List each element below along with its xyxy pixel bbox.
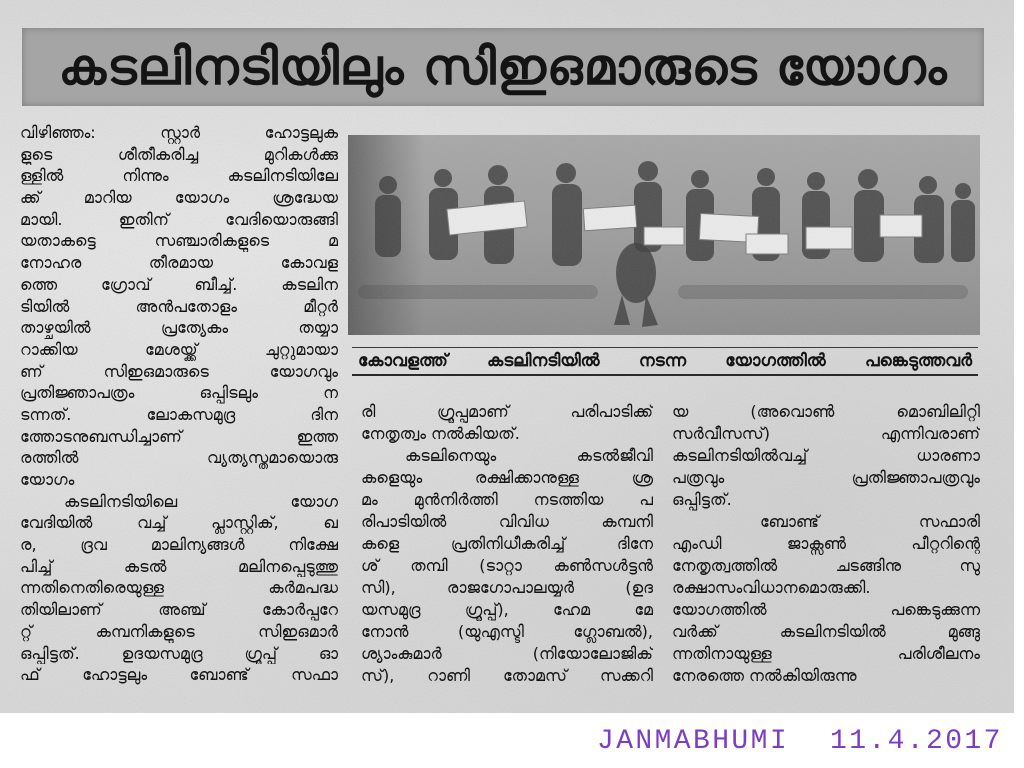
article-line: ശ്യാംകുമാർ (നിയോലോജിക് [361, 644, 653, 663]
article-line: ളുടെ ശീതീകരിച്ച മുറികൾക്കു [20, 144, 338, 164]
article-line: ശ് തമ്പി (ടാറ്റാ കൺസൾട്ടൻ [361, 556, 653, 575]
article-line: സർവീസസ്) എന്നിവരാണ് [672, 424, 980, 443]
article-line: വേദിയിൽ വച്ച് പ്ലാസ്റ്റിക്, ഖ [20, 513, 338, 533]
article-line: യോഗം [20, 470, 75, 489]
article-line: സി), രാജഗോപാലയ്യർ (ഉദ [361, 578, 653, 597]
article-line: ഒപ്പിട്ടത്. ഉദയസമുദ്ര ഗ്രൂപ്പ് ഓ [20, 643, 338, 663]
article-line: വർക്ക് കടലിനടിയിൽ മുങ്ങു [672, 622, 980, 641]
article-line: ക്ക് മാറിയ യോഗം ശ്രദ്ധേയ [20, 188, 338, 208]
article-line: ന്നതിനെതിരെയുള്ള കർമപദ്ധ [20, 578, 338, 598]
article-line: നേതൃത്വത്തിൽ ചടങ്ങിനു സു [672, 556, 980, 575]
publication-name: JANMABHUMI [597, 726, 790, 757]
article-line: റാക്കിയ മേശയ്ക്ക് ചുറ്റുമായാ [20, 339, 338, 359]
article-line: യോഗത്തിൽ പങ്കെടുക്കുന്ന [672, 600, 980, 619]
article-line: മം മുൻനിർത്തി നടത്തിയ പ [361, 490, 653, 509]
article-line: രക്ഷാസംവിധാനമൊരുക്കി. [672, 578, 871, 597]
article-line: ണ് സിഇഒമാരുടെ യോഗവും [20, 361, 338, 381]
article-line: രത്തിൽ വ്യത്യസ്തമായൊരു [20, 448, 338, 468]
article-line: നോഹര തീരമായ കോവള [20, 253, 338, 273]
article-line: ബോണ്ട് സഫാരി [760, 512, 980, 531]
article-line: വിഴിഞ്ഞം: സ്റ്റാർ ഹോട്ടലുക [20, 123, 338, 142]
photo-caption: കോവളത്ത് കടലിനടിയിൽ നടന്ന യോഗത്തിൽ പങ്കെടുത്തവർ [352, 347, 978, 376]
publication-date: 11.4.2017 [830, 726, 1003, 757]
article-column-2 [361, 401, 653, 687]
article-line: താഴ്ചയിൽ പ്രത്യേകം തയ്യാ [20, 318, 338, 338]
article-line: യതാകട്ടെ സഞ്ചാരികളുടെ മ [20, 231, 338, 251]
article-line: സ്), റാണി തോമസ് സക്കറി [361, 666, 653, 685]
article-line: ന്നതിനായുള്ള പരിശീലനം [672, 644, 980, 663]
article-line: നേതൃത്വം നൽകിയത്. [361, 424, 520, 443]
article-line: ഫ് ഹോട്ടലും ബോണ്ട് സഫാ [20, 665, 338, 685]
article-line: ള്ളിൽ നിന്നും കടലിനടിയിലേ [20, 166, 338, 186]
article-line: ഒപ്പിട്ടത്. [672, 490, 732, 509]
article-line: രി ഗ്രൂപ്പുമാണ് പരിപാടിക്ക് [361, 402, 653, 421]
article-line: കളെ പ്രതിനിധീകരിച്ച് ദിനേ [361, 534, 653, 553]
article-column-3 [672, 401, 980, 687]
article-line: പത്രവും പ്രതിജ്ഞാപത്രവും [672, 468, 980, 487]
article-line: ത്തെ ഗ്രോവ് ബീച്ച്. കടലിന [20, 274, 338, 294]
article-line: കടലിനടിയിൽവച്ച് ധാരണാ [672, 446, 980, 465]
article-line: യ (അവൊൺ മൊബിലിറ്റി [672, 402, 980, 421]
article-line: രിപാടിയിൽ വിവിധ കമ്പനി [361, 512, 653, 531]
article-line: റ്റ് കമ്പനികളുടെ സിഇഒമാർ [20, 621, 338, 641]
article-line: നേരത്തെ നൽകിയിരുന്നു [672, 666, 857, 685]
article-line: പ്രതിജ്ഞാപത്രം ഒപ്പിടലും ന [20, 383, 338, 403]
article-line: കടലിനെയും കടൽജീവി [405, 446, 653, 465]
article-line: ര, ദ്രവ മാലിന്യങ്ങൾ നിക്ഷേ [20, 535, 338, 555]
headline-band [22, 28, 984, 106]
article-line: ടിയിൽ അൻപതോളം മീറ്റർ [20, 296, 338, 316]
photo-grain [348, 135, 980, 335]
article-column-1 [20, 122, 338, 686]
headline: കടലിനടിയിലും സിഇഒമാരുടെ യോഗം [58, 37, 948, 96]
article-line: നോൻ (യുഎസ്ടി ഗ്ലോബൽ), [361, 622, 653, 641]
article-line: തിയിലാണ് അഞ്ച് കോർപ്പറേ [20, 600, 338, 620]
article-line: കളെയും രക്ഷിക്കാനുള്ള ശ്ര [361, 468, 653, 487]
article-line: എംഡി ജാക്സൺ പീറ്ററിന്റെ [672, 534, 980, 553]
article-line: യസമുദ്ര ഗ്രൂപ്പ്), ഹേമ മേ [361, 600, 653, 619]
article-line: ത്തോടനുബന്ധിച്ചാണ് ഇത്ത [20, 426, 338, 446]
article-line: കടലിനടിയിലെ യോഗ [64, 491, 338, 511]
article-line: മായി. ഇതിന് വേദിയൊരുങ്ങി [20, 209, 338, 229]
photo [348, 135, 980, 335]
article-line: ടന്നത്. ലോകസമുദ്ര ദിന [20, 404, 338, 424]
article-line: പിച്ച് കടൽ മലിനപ്പെടുത്തു [20, 556, 338, 576]
